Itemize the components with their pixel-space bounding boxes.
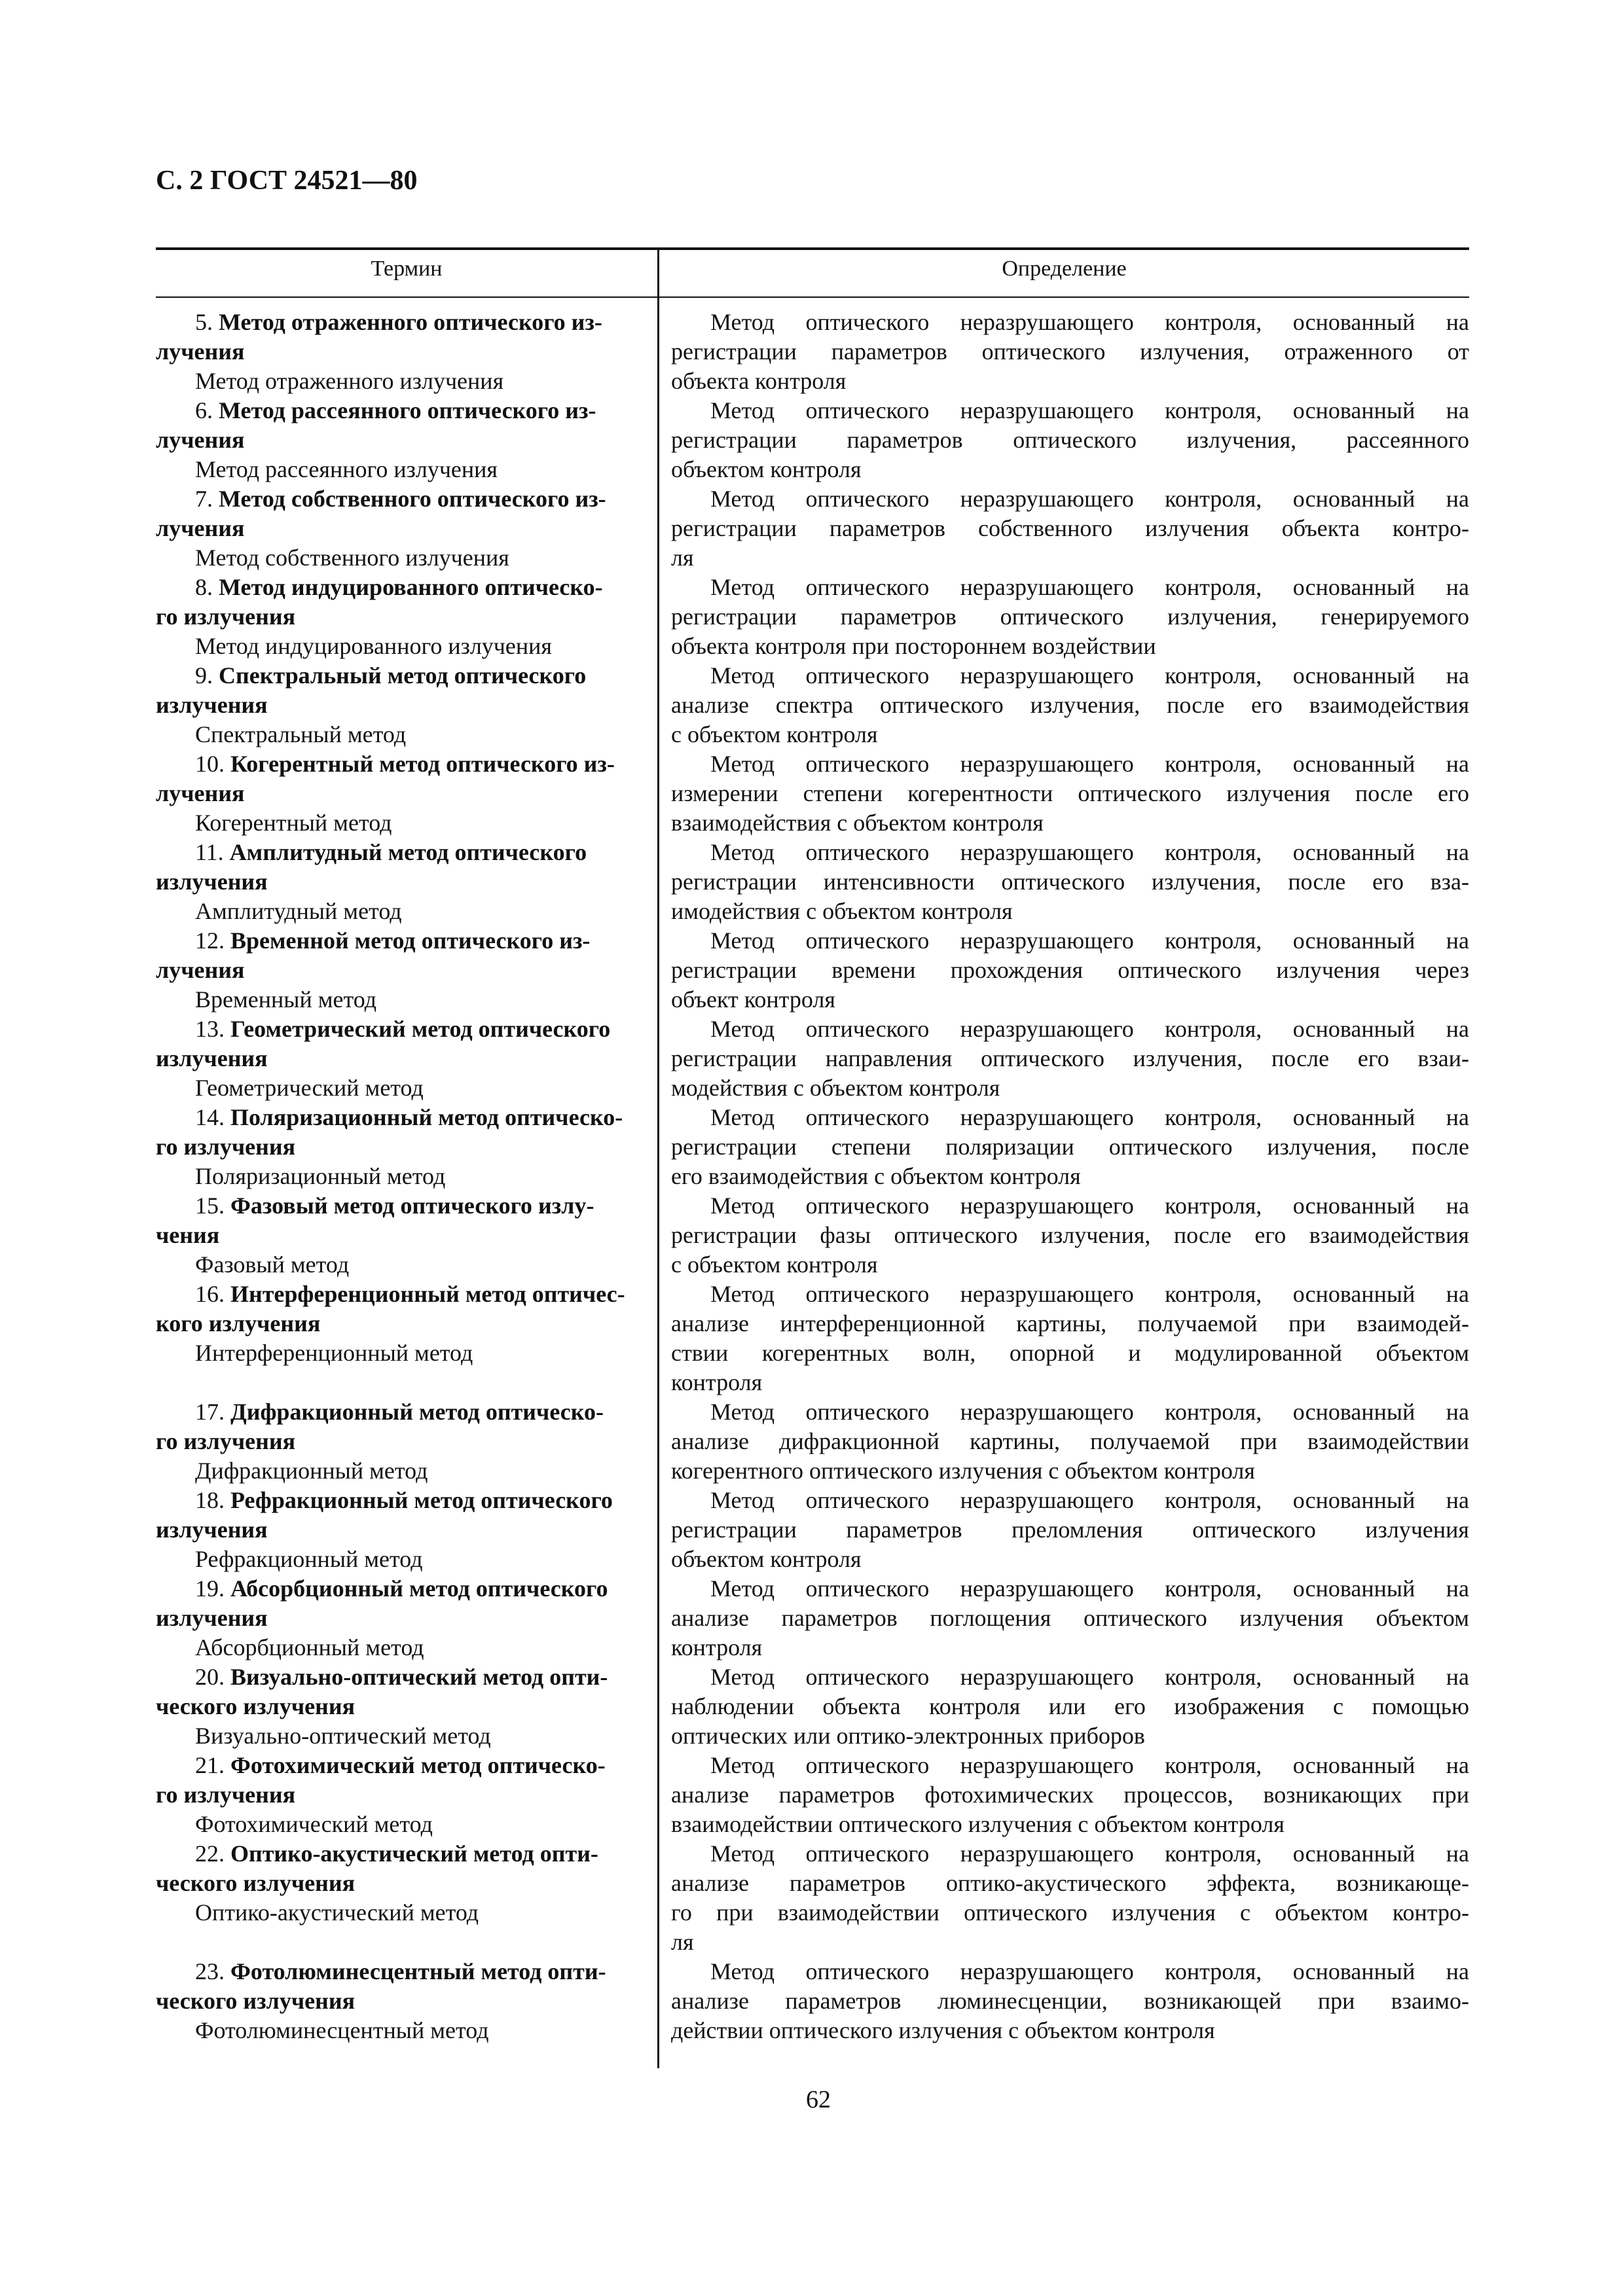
definition-line: регистрации интенсивности оптического излучения, после его вза- [671, 869, 1469, 895]
term-short-form: Спектральный метод [195, 721, 407, 747]
term-short-form: Фотолюминесцентный метод [195, 2017, 489, 2043]
term-cell [156, 573, 644, 661]
term-cell [156, 396, 644, 484]
term-number: 19. [195, 1575, 230, 1602]
definition-cell [671, 1103, 1469, 1191]
term-short-form: Метод рассеянного излучения [195, 456, 498, 482]
term-number: 22. [195, 1840, 230, 1867]
term-name: Оптико-акустический метод опти- [230, 1840, 598, 1867]
term-title-line [156, 1486, 644, 1515]
definition-cell [671, 1751, 1469, 1839]
term-name: Интерференционный метод оптичес- [230, 1281, 625, 1307]
term-cell [156, 926, 644, 1014]
term-name: Поляризационный метод оптическо- [230, 1104, 623, 1130]
term-title-continuation: ческого излучения [156, 1988, 356, 2014]
term-short-form: Метод отраженного излучения [195, 368, 504, 394]
term-name: Геометрический метод оптического [230, 1016, 611, 1042]
term-short-form: Интерференционный метод [195, 1340, 473, 1366]
term-title-continuation: лучения [156, 515, 245, 541]
term-number: 5. [195, 309, 219, 335]
definition-line: объектом контроля [671, 1546, 862, 1572]
term-title-continuation: го излучения [156, 1134, 296, 1160]
definition-line: регистрации фазы оптического излучения, после его взаимодействия [671, 1222, 1469, 1248]
definition-line: Метод оптического неразрушающего контроля, основанный на [710, 574, 1469, 600]
definition-cell [671, 926, 1469, 1014]
definition-cell [671, 573, 1469, 661]
definition-cell [671, 1574, 1469, 1662]
term-short-form: Амплитудный метод [195, 898, 402, 924]
term-cell [156, 1751, 644, 1839]
definition-line: ля [671, 1929, 694, 1955]
definition-cell [671, 1397, 1469, 1486]
column-divider [657, 247, 659, 2068]
definition-line: регистрации параметров собственного излучения объекта контро- [671, 515, 1469, 541]
term-title-continuation: лучения [156, 780, 245, 806]
term-short-form: Поляризационный метод [195, 1163, 446, 1189]
definition-cell [671, 1662, 1469, 1751]
term-name: Рефракционный метод оптического [230, 1487, 613, 1513]
term-name: Фазовый метод оптического излу- [230, 1193, 594, 1219]
definition-line: регистрации параметров оптического излучения, отраженного от [671, 338, 1469, 365]
term-short-form: Абсорбционный метод [195, 1634, 424, 1660]
term-title-line [156, 396, 644, 425]
definition-line: объектом контроля [671, 456, 862, 482]
definition-cell [671, 1191, 1469, 1280]
definition-line: Метод оптического неразрушающего контроля, основанный на [710, 1664, 1469, 1690]
term-short-form: Оптико-акустический метод [195, 1899, 479, 1926]
definition-line: го при взаимодействии оптического излучения с объектом контро- [671, 1899, 1469, 1926]
term-number: 13. [195, 1016, 230, 1042]
definition-line: Метод оптического неразрушающего контроля, основанный на [710, 309, 1469, 335]
term-number: 23. [195, 1958, 230, 1984]
term-cell [156, 1280, 644, 1368]
definition-line: Метод оптического неразрушающего контроля, основанный на [710, 1399, 1469, 1425]
column-header-definition: Определение [1002, 257, 1127, 281]
definition-line: анализе параметров фотохимических процессов, возникающих при [671, 1782, 1469, 1808]
column-header-term: Термин [371, 257, 443, 281]
definition-line: взаимодействия с объектом контроля [671, 810, 1044, 836]
definition-cell [671, 1014, 1469, 1103]
term-title-line [156, 749, 644, 779]
term-number: 10. [195, 751, 230, 777]
term-title-line [156, 1751, 644, 1780]
definition-line: действии оптического излучения с объектом контроля [671, 2017, 1215, 2043]
term-title-continuation: излучения [156, 1045, 268, 1071]
term-short-form: Фотохимический метод [195, 1811, 433, 1837]
term-name: Фотолюминесцентный метод опти- [230, 1958, 606, 1984]
term-name: Метод индуцированного оптическо- [219, 574, 603, 600]
term-number: 18. [195, 1487, 230, 1513]
term-title-continuation: го излучения [156, 1428, 296, 1454]
definition-line: ствии когерентных волн, опорной и модулированной объектом [671, 1340, 1469, 1366]
definition-line: оптических или оптико-электронных приборов [671, 1723, 1145, 1749]
definition-line: Метод оптического неразрушающего контроля, основанный на [710, 397, 1469, 423]
term-name: Метод отраженного оптического из- [219, 309, 602, 335]
term-title-line [156, 926, 644, 956]
term-title-continuation: чения [156, 1222, 220, 1248]
term-short-form: Визуально-оптический метод [195, 1723, 491, 1749]
definition-line: Метод оптического неразрушающего контроля, основанный на [710, 1016, 1469, 1042]
term-title-line [156, 1662, 644, 1692]
term-number: 9. [195, 662, 219, 689]
definition-cell [671, 484, 1469, 573]
definition-line: регистрации параметров оптического излучения, генерируемого [671, 603, 1469, 630]
term-number: 8. [195, 574, 219, 600]
term-title-continuation: лучения [156, 957, 245, 983]
definition-cell [671, 1486, 1469, 1574]
term-cell [156, 838, 644, 926]
term-short-form: Рефракционный метод [195, 1546, 423, 1572]
definition-line: с объектом контроля [671, 721, 878, 747]
term-title-continuation: лучения [156, 338, 245, 365]
definition-line: Метод оптического неразрушающего контроля, основанный на [710, 839, 1469, 865]
definition-cell [671, 396, 1469, 484]
table-top-rule [156, 247, 1469, 250]
definition-line: Метод оптического неразрушающего контроля, основанный на [710, 1104, 1469, 1130]
term-name: Фотохимический метод оптическо- [230, 1752, 606, 1778]
definition-line: контроля [671, 1634, 763, 1660]
term-title-continuation: ческого излучения [156, 1693, 356, 1719]
definition-cell [671, 1280, 1469, 1397]
term-title-line [156, 1014, 644, 1044]
term-name: Дифракционный метод оптическо- [230, 1399, 604, 1425]
term-short-form: Дифракционный метод [195, 1458, 428, 1484]
term-short-form: Метод собственного излучения [195, 545, 509, 571]
term-cell [156, 1014, 644, 1103]
term-name: Абсорбционный метод оптического [230, 1575, 608, 1602]
definition-line: анализе параметров поглощения оптического излучения объектом [671, 1605, 1469, 1631]
term-title-continuation: излучения [156, 692, 268, 718]
definition-line: ля [671, 545, 694, 571]
definition-line: наблюдении объекта контроля или его изображения с помощью [671, 1693, 1469, 1719]
term-cell [156, 661, 644, 749]
term-title-line [156, 1574, 644, 1604]
definition-line: взаимодействии оптического излучения с объектом контроля [671, 1811, 1285, 1837]
term-number: 7. [195, 486, 219, 512]
term-title-line [156, 1957, 644, 1986]
definition-cell [671, 1957, 1469, 2045]
term-title-continuation: кого излучения [156, 1310, 321, 1336]
term-cell [156, 308, 644, 396]
definition-line: с объектом контроля [671, 1251, 878, 1278]
term-number: 15. [195, 1193, 230, 1219]
term-title-continuation: излучения [156, 1605, 268, 1631]
definition-line: объект контроля [671, 986, 835, 1013]
term-title-continuation: го излучения [156, 1782, 296, 1808]
term-title-line [156, 838, 644, 867]
definition-cell [671, 661, 1469, 749]
definition-cell [671, 1839, 1469, 1957]
term-number: 11. [195, 839, 230, 865]
definition-line: регистрации времени прохождения оптического излучения через [671, 957, 1469, 983]
definition-line: регистрации направления оптического излучения, после его взаи- [671, 1045, 1469, 1071]
definition-line: Метод оптического неразрушающего контроля, основанный на [710, 1487, 1469, 1513]
definition-line: имодействия с объектом контроля [671, 898, 1013, 924]
term-cell [156, 1397, 644, 1486]
definition-line: анализе спектра оптического излучения, после его взаимодействия [671, 692, 1469, 718]
definition-line: Метод оптического неразрушающего контроля, основанный на [710, 751, 1469, 777]
term-name: Когерентный метод оптического из- [230, 751, 615, 777]
term-number: 6. [195, 397, 219, 423]
term-cell [156, 1662, 644, 1751]
term-cell [156, 1486, 644, 1574]
term-title-continuation: лучения [156, 427, 245, 453]
definition-line: объекта контроля при постороннем воздействии [671, 633, 1156, 659]
page-header: С. 2 ГОСТ 24521—80 [156, 166, 418, 196]
term-cell [156, 749, 644, 838]
term-short-form: Временный метод [195, 986, 377, 1013]
definition-line: регистрации параметров оптического излучения, рассеянного [671, 427, 1469, 453]
term-title-continuation: ческого излучения [156, 1870, 356, 1896]
term-number: 14. [195, 1104, 230, 1130]
definition-line: анализе параметров оптико-акустического эффекта, возникающе- [671, 1870, 1469, 1896]
term-number: 21. [195, 1752, 230, 1778]
term-cell [156, 1574, 644, 1662]
definition-line: Метод оптического неразрушающего контроля, основанный на [710, 662, 1469, 689]
definition-line: анализе параметров люминесценции, возникающей при взаимо- [671, 1988, 1469, 2014]
definition-cell [671, 308, 1469, 396]
term-cell [156, 1191, 644, 1280]
term-title-line [156, 1191, 644, 1221]
term-number: 16. [195, 1281, 230, 1307]
definition-line: измерении степени когерентности оптического излучения после его [671, 780, 1469, 806]
term-title-line [156, 308, 644, 337]
term-short-form: Метод индуцированного излучения [195, 633, 552, 659]
term-short-form: Когерентный метод [195, 810, 392, 836]
definition-line: Метод оптического неразрушающего контроля, основанный на [710, 1840, 1469, 1867]
definition-line: анализе интерференционной картины, получаемой при взаимодей- [671, 1310, 1469, 1336]
definition-line: модействия с объектом контроля [671, 1075, 1000, 1101]
definition-line: Метод оптического неразрушающего контроля, основанный на [710, 927, 1469, 954]
definition-line: анализе дифракционной картины, получаемой при взаимодействии [671, 1428, 1469, 1454]
term-title-line [156, 573, 644, 602]
term-cell [156, 1103, 644, 1191]
definition-line: регистрации степени поляризации оптического излучения, после [671, 1134, 1469, 1160]
term-number: 17. [195, 1399, 230, 1425]
definition-line: Метод оптического неразрушающего контроля, основанный на [710, 1958, 1469, 1984]
definition-cell [671, 749, 1469, 838]
definition-line: Метод оптического неразрушающего контроля, основанный на [710, 1575, 1469, 1602]
term-short-form: Геометрический метод [195, 1075, 424, 1101]
definition-line: регистрации параметров преломления оптического излучения [671, 1516, 1469, 1543]
definition-line: его взаимодействия с объектом контроля [671, 1163, 1081, 1189]
page-number: 62 [806, 2086, 831, 2113]
term-name: Метод собственного оптического из- [219, 486, 606, 512]
term-name: Спектральный метод оптического [219, 662, 587, 689]
term-cell [156, 1839, 644, 1928]
table-header-rule [156, 296, 1469, 298]
term-number: 12. [195, 927, 230, 954]
term-title-line [156, 661, 644, 691]
definition-line: объекта контроля [671, 368, 847, 394]
definition-cell [671, 838, 1469, 926]
definition-line: Метод оптического неразрушающего контроля, основанный на [710, 486, 1469, 512]
term-short-form: Фазовый метод [195, 1251, 350, 1278]
term-name: Амплитудный метод оптического [229, 839, 587, 865]
definition-line: контроля [671, 1369, 763, 1395]
term-title-line [156, 1397, 644, 1427]
term-name: Метод рассеянного оптического из- [219, 397, 596, 423]
term-title-line [156, 1839, 644, 1869]
term-number: 20. [195, 1664, 230, 1690]
term-title-continuation: излучения [156, 869, 268, 895]
term-name: Визуально-оптический метод опти- [230, 1664, 608, 1690]
term-name: Временной метод оптического из- [230, 927, 591, 954]
term-cell [156, 1957, 644, 2045]
term-title-continuation: излучения [156, 1516, 268, 1543]
definition-line: Метод оптического неразрушающего контроля, основанный на [710, 1752, 1469, 1778]
term-title-line [156, 1280, 644, 1309]
definition-line: Метод оптического неразрушающего контроля, основанный на [710, 1193, 1469, 1219]
definition-line: когерентного оптического излучения с объектом контроля [671, 1458, 1255, 1484]
term-title-line [156, 484, 644, 514]
term-cell [156, 484, 644, 573]
term-title-line [156, 1103, 644, 1132]
term-title-continuation: го излучения [156, 603, 296, 630]
definition-line: Метод оптического неразрушающего контроля, основанный на [710, 1281, 1469, 1307]
